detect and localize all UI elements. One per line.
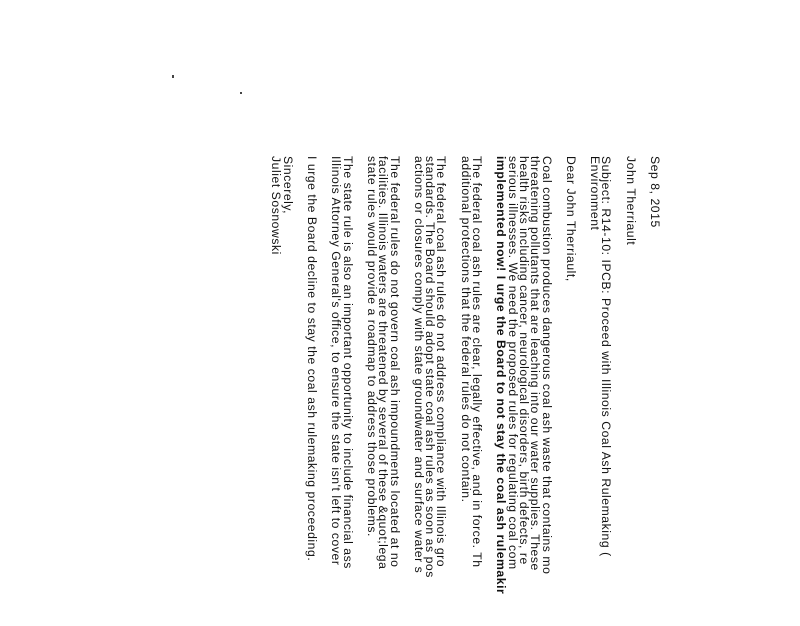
letter-signoff: Sincerely,	[280, 156, 295, 215]
paragraph-line: The federal coal ash rules do not address compliance with Illinois gro	[434, 156, 449, 568]
paragraph-line: The federal coal ash rules are clear, legally effective, and in force. Th	[470, 156, 485, 568]
paragraph-line: additional protections that the federal rules do not contain.	[458, 156, 473, 503]
letter-subject	[589, 156, 612, 626]
paragraph-line: implemented now! I urge the Board to not stay the coal ash rulemakir	[494, 156, 509, 595]
paragraph-line: health risks including cancer, neurological disorders, birth defects, re	[516, 156, 531, 565]
paragraph-line: standards. The Board should adopt state coal ash rules as soon as pos	[423, 156, 438, 578]
closing-request: I urge the Board decline to stay the coal ash rulemaking proceeding.	[305, 156, 320, 562]
paragraph-line: The state rule is also an important opportunity to include financial ass	[340, 156, 355, 569]
paragraph-line: serious illnesses. We need the proposed rules for regulating coal com	[505, 156, 520, 570]
paragraph-line: state rules would provide a roadmap to address those problems.	[364, 156, 379, 537]
letter-date: Sep 8, 2015	[648, 156, 662, 228]
scan-speck	[240, 92, 242, 94]
paragraph-groundwater	[413, 156, 447, 626]
paragraph-line: Illinois Attorney General's office, to ensure the state isn't left to cover	[329, 156, 344, 566]
paragraph-federal-rules	[458, 156, 485, 626]
paragraph-line: The federal rules do not govern coal ash impoundments located at no	[387, 156, 402, 568]
paragraph-line: Coal combustion produces dangerous coal ash waste that contains mo	[539, 156, 554, 575]
scan-speck	[172, 75, 174, 78]
paragraph-line: facilities. Illinois waters are threatened by several of these &quot;lega	[376, 156, 391, 570]
paragraph-line: actions or closures comply with state groundwater and surface water s	[411, 156, 426, 574]
letter-recipient: John Therriault	[623, 156, 638, 246]
paragraph-impoundments	[366, 156, 400, 626]
subject-line: Subject: R14-10: IPCB: Proceed with Illinois Coal Ash Rulemaking (	[599, 156, 614, 557]
paragraph-health-risks	[494, 156, 554, 626]
paragraph-financial-assurance	[330, 156, 353, 626]
letter-body	[270, 156, 660, 626]
subject-line: Environment	[588, 156, 603, 231]
letter-salutation: Dear John Therriault,	[563, 156, 578, 282]
signature-name: Juliet Sosnowski	[269, 156, 284, 255]
paragraph-line: threatening pollutants that are leaching into our water supplies. These	[528, 156, 543, 571]
